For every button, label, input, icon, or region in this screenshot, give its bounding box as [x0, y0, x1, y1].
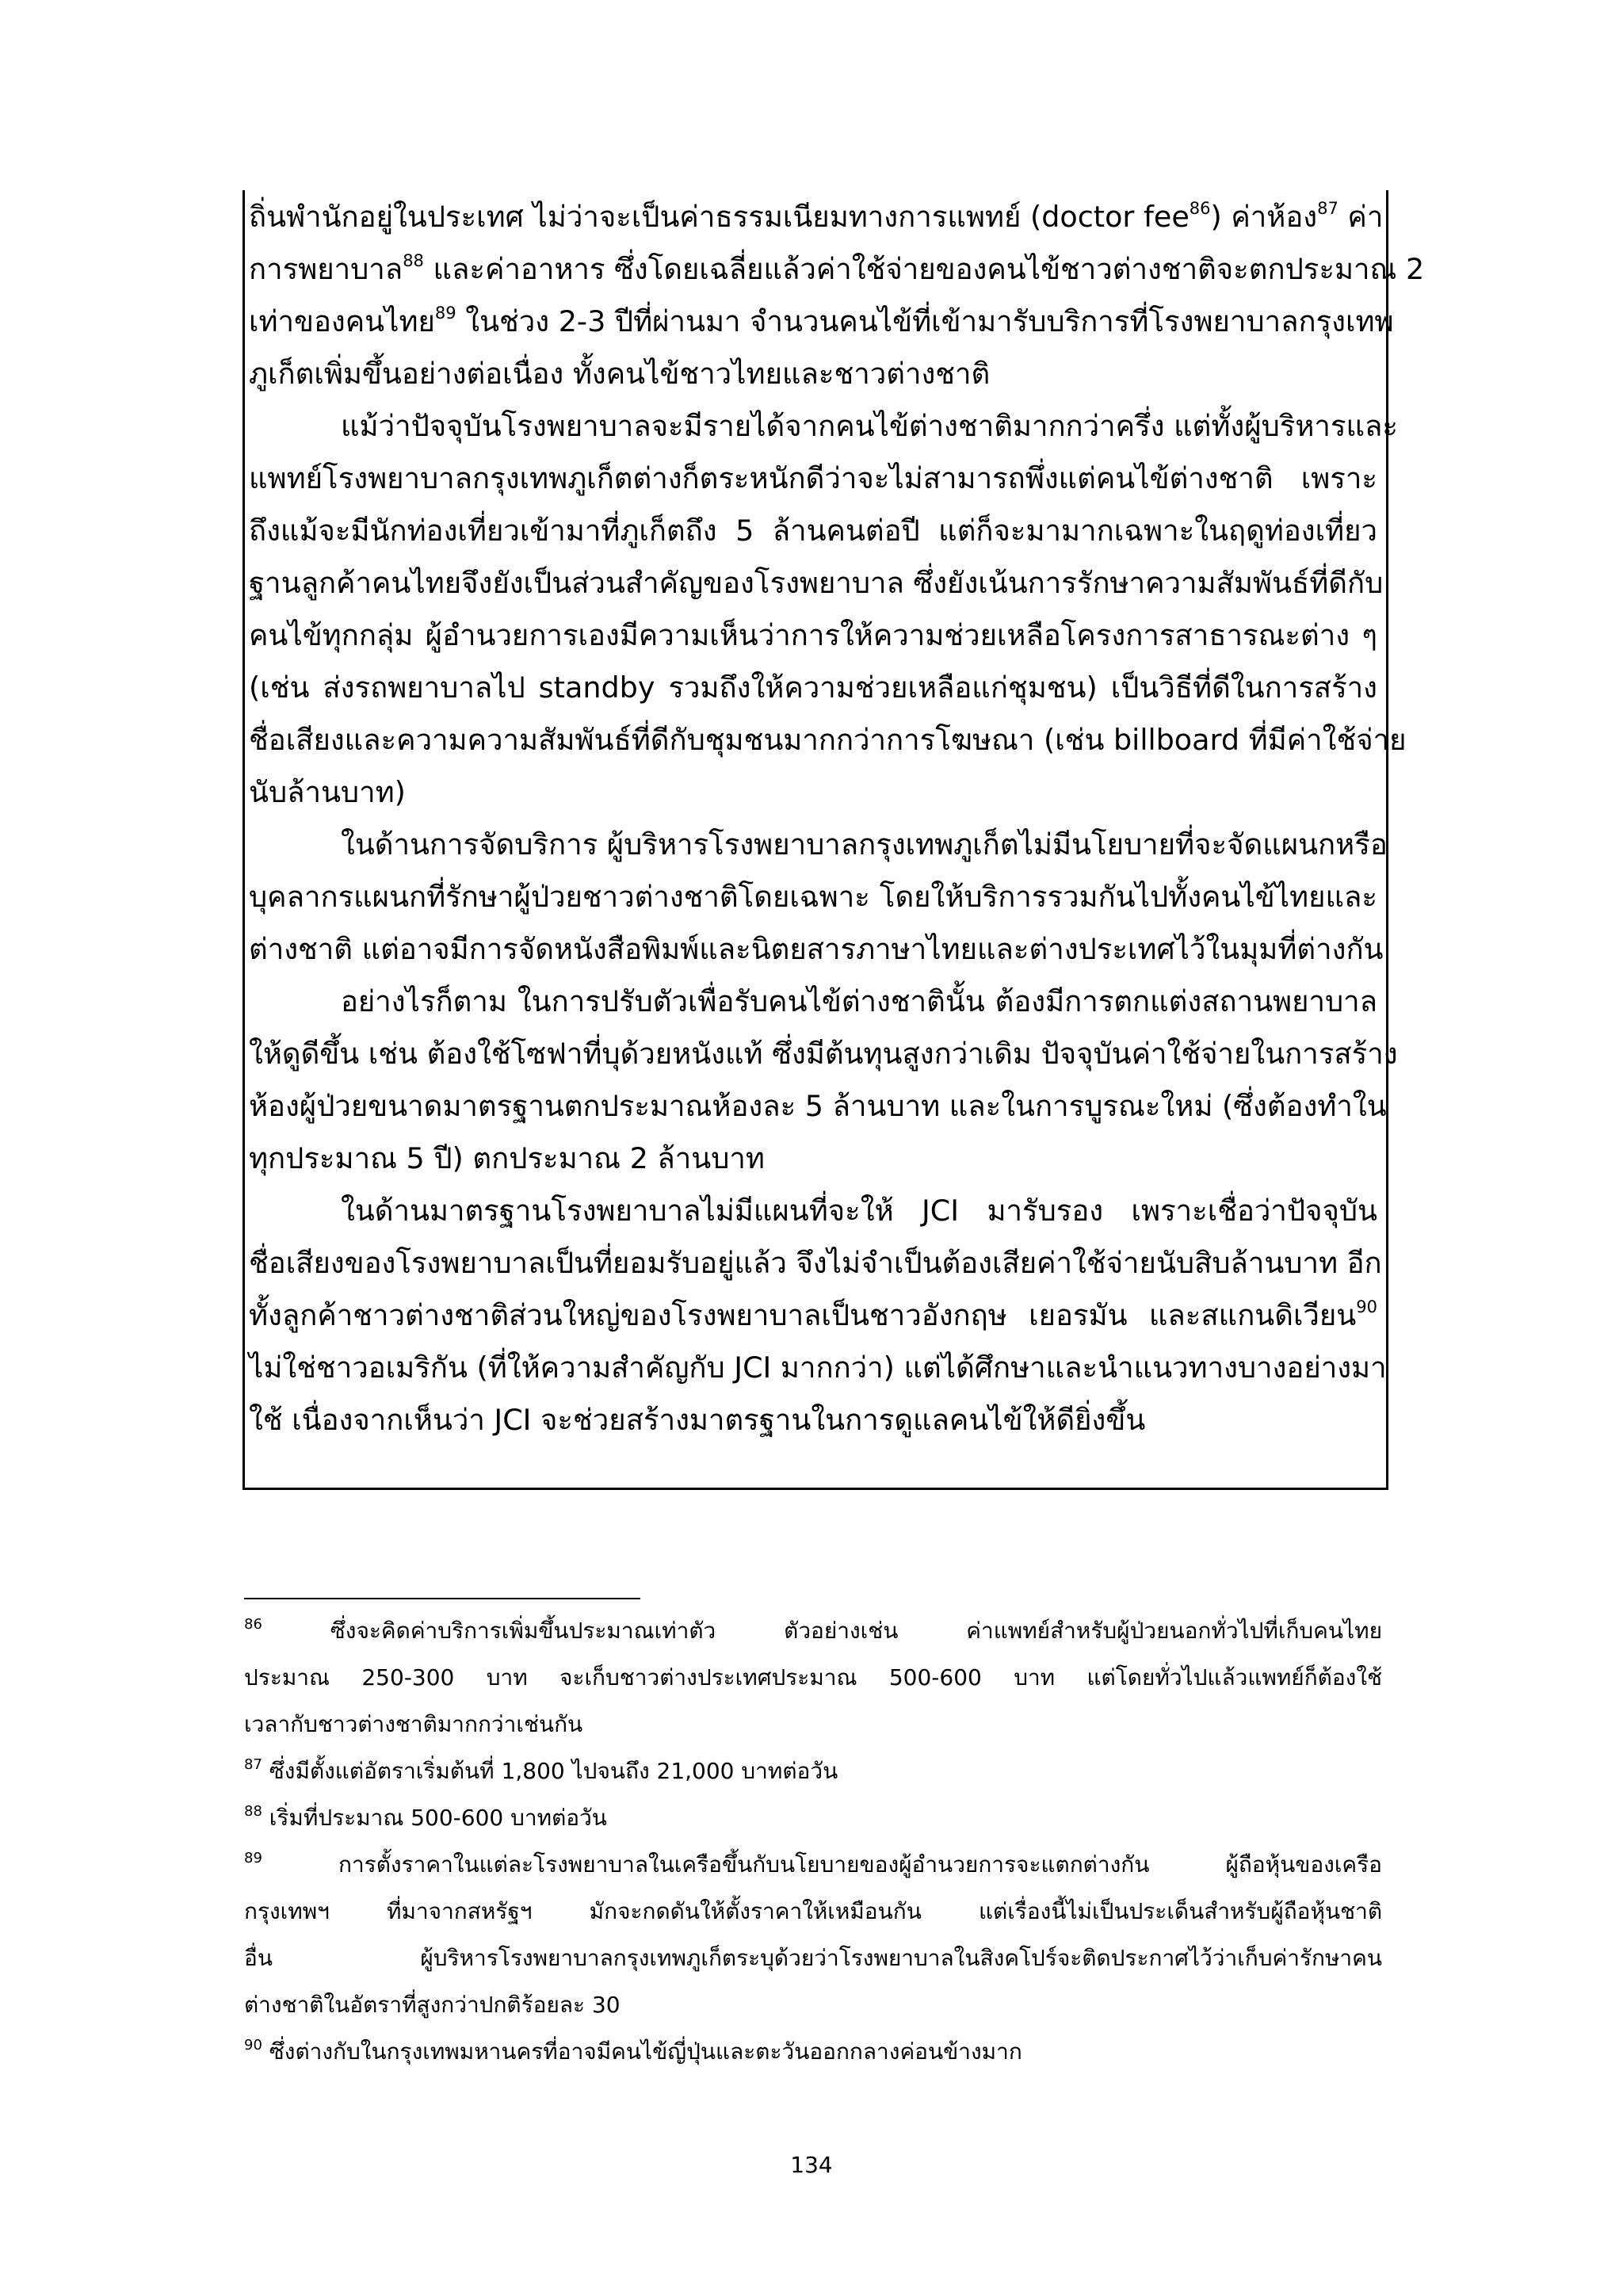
body-line: ต่างชาติ แต่อาจมีการจัดหนังสือพิมพ์และนิตยสารภาษาไทยและต่างประเทศไว้ในมุมที่ต่างกัน	[249, 932, 1384, 966]
body-line: ชื่อเสียงของโรงพยาบาลเป็นที่ยอมรับอยู่แล้ว จึงไม่จำเป็นต้องเสียค่าใช้จ่ายนับสิบล้านบาท อีก	[249, 1246, 1382, 1280]
footnote-separator	[244, 1598, 640, 1599]
footnote-line: $^{90}$ ซึ่งต่างกับในกรุงเทพมหานครที่อาจมีคนไข้ญี่ปุ่นและตะวันออกกลางค่อนข้างมาก	[244, 2037, 1022, 2065]
footnote-line: $^{88}$ เริ่มที่ประมาณ 500-600 บาทต่อวัน	[244, 1803, 607, 1831]
body-line: ทุกประมาณ 5 ปี) ตกประมาณ 2 ล้านบาท	[249, 1141, 765, 1175]
body-line: ใช้ เนื่องจากเห็นว่า JCI จะช่วยสร้างมาตรฐานในการดูแลคนไข้ให้ดียิ่งขึ้น	[249, 1403, 1146, 1437]
body-line: คนไข้ทุกกลุ่ม ผู้อำนวยการเองมีความเห็นว่าการให้ความช่วยเหลือโครงการสาธารณะต่าง ๆ	[249, 618, 1377, 652]
footnote-line: ประมาณ 250-300 บาท จะเก็บชาวต่างประเทศประมาณ 500-600 บาท แต่โดยทั่วไปแล้วแพทย์ก็ต้องใช้	[244, 1664, 1382, 1690]
page-number: 134	[790, 2152, 833, 2178]
body-line: ถึงแม้จะมีนักท่องเที่ยวเข้ามาที่ภูเก็ตถึง 5 ล้านคนต่อปี แต่ก็จะมามากเฉพาะในฤดูท่องเที่ยว	[249, 514, 1377, 548]
body-line: ภูเก็ตเพิ่มขึ้นอย่างต่อเนื่อง ทั้งคนไข้ชาวไทยและชาวต่างชาติ	[249, 357, 991, 391]
body-line: ให้ดูดีขึ้น เช่น ต้องใช้โซฟาที่บุด้วยหนังแท้ ซึ่งมีต้นทุนสูงกว่าเดิม ปัจจุบันค่าใช้จ่ายในการสร้าง	[249, 1037, 1398, 1071]
footnote-line: กรุงเทพฯ ที่มาจากสหรัฐฯ มักจะกดดันให้ตั้งราคาให้เหมือนกัน แต่เรื่องนี้ไม่เป็นประเด็นสำหรับผู้ถือหุ้นชาติ	[244, 1898, 1382, 1924]
body-line: ในด้านมาตรฐานโรงพยาบาลไม่มีแผนที่จะให้ JCI มารับรอง เพราะเชื่อว่าปัจจุบัน	[341, 1194, 1377, 1228]
body-line: ชื่อเสียงและความความสัมพันธ์ที่ดีกับชุมชนมากกว่าการโฆษณา (เช่น billboard ที่มีค่าใช้จ่าย	[249, 723, 1407, 757]
footnote-line: ต่างชาติในอัตราที่สูงกว่าปกติร้อยละ 30	[244, 1992, 621, 2018]
body-line: ฐานลูกค้าคนไทยจึงยังเป็นส่วนสำคัญของโรงพยาบาล ซึ่งยังเน้นการรักษาความสัมพันธ์ที่ดีกับ	[249, 566, 1384, 600]
body-line: นับล้านบาท)	[249, 775, 406, 809]
footnote-line: $^{89}$ การตั้งราคาในแต่ละโรงพยาบาลในเครือขึ้นกับนโยบายของผู้อำนวยการจะแตกต่างกัน ผู้ถือหุ้นของเครือ	[244, 1850, 1382, 1878]
body-line: แม้ว่าปัจจุบันโรงพยาบาลจะมีรายได้จากคนไข้ต่างชาติมากกว่าครึ่ง แต่ทั้งผู้บริหารและ	[341, 409, 1399, 443]
body-line: ไม่ใช่ชาวอเมริกัน (ที่ให้ความสำคัญกับ JCI มากกว่า) แต่ได้ศึกษาและนำแนวทางบางอย่างมา	[249, 1350, 1387, 1385]
body-line: เท่าของคนไทย$^{89}$ ในช่วง 2-3 ปีที่ผ่านมา จำนวนคนไข้ที่เข้ามารับบริการที่โรงพยาบาลกรุงเทพ	[249, 304, 1394, 338]
body-line: บุคลากรแผนกที่รักษาผู้ป่วยชาวต่างชาติโดยเฉพาะ โดยให้บริการรวมกันไปทั้งคนไข้ไทยและ	[249, 880, 1377, 914]
body-line: ถิ่นพำนักอยู่ในประเทศ ไม่ว่าจะเป็นค่าธรรมเนียมทางการแพทย์ (doctor fee$^{86}$) ค่าห้อง$^{87}$ ค่า	[249, 199, 1384, 234]
body-line: แพทย์โรงพยาบาลกรุงเทพภูเก็ตต่างก็ตระหนักดีว่าจะไม่สามารถพึ่งแต่คนไข้ต่างชาติ เพราะ	[249, 461, 1377, 495]
footnote-line: $^{87}$ ซึ่งมีตั้งแต่อัตราเริ่มต้นที่ 1,800 ไปจนถึง 21,000 บาทต่อวัน	[244, 1756, 838, 1784]
footnote-line: $^{86}$ ซึ่งจะคิดค่าบริการเพิ่มขึ้นประมาณเท่าตัว ตัวอย่างเช่น ค่าแพทย์สำหรับผู้ป่วยนอกทั่วไปที่เก็บคนไทย	[244, 1616, 1382, 1644]
footnote-line: เวลากับชาวต่างชาติมากกว่าเช่นกัน	[244, 1711, 583, 1737]
body-line: (เช่น ส่งรถพยาบาลไป standby รวมถึงให้ความช่วยเหลือแก่ชุมชน) เป็นวิธีที่ดีในการสร้าง	[249, 670, 1377, 705]
body-line: ทั้งลูกค้าชาวต่างชาติส่วนใหญ่ของโรงพยาบาลเป็นชาวอังกฤษ เยอรมัน และสแกนดิเวียน$^{90}$	[249, 1297, 1377, 1332]
body-line: ในด้านการจัดบริการ ผู้บริหารโรงพยาบาลกรุงเทพภูเก็ตไม่มีนโยบายที่จะจัดแผนกหรือ	[341, 827, 1388, 861]
body-line: อย่างไรก็ตาม ในการปรับตัวเพื่อรับคนไข้ต่างชาตินั้น ต้องมีการตกแต่งสถานพยาบาล	[341, 984, 1377, 1018]
body-line: การพยาบาล$^{88}$ และค่าอาหาร ซึ่งโดยเฉลี่ยแล้วค่าใช้จ่ายของคนไข้ชาวต่างชาติจะตกประมาณ 2	[249, 251, 1425, 286]
footnote-line: อื่น ผู้บริหารโรงพยาบาลกรุงเทพภูเก็ตระบุด้วยว่าโรงพยาบาลในสิงคโปร์จะติดประกาศไว้ว่าเก็บค่ารักษาคน	[244, 1945, 1382, 1971]
body-line: ห้องผู้ป่วยขนาดมาตรฐานตกประมาณห้องละ 5 ล้านบาท และในการบูรณะใหม่ (ซึ่งต้องทำใน	[249, 1089, 1387, 1123]
